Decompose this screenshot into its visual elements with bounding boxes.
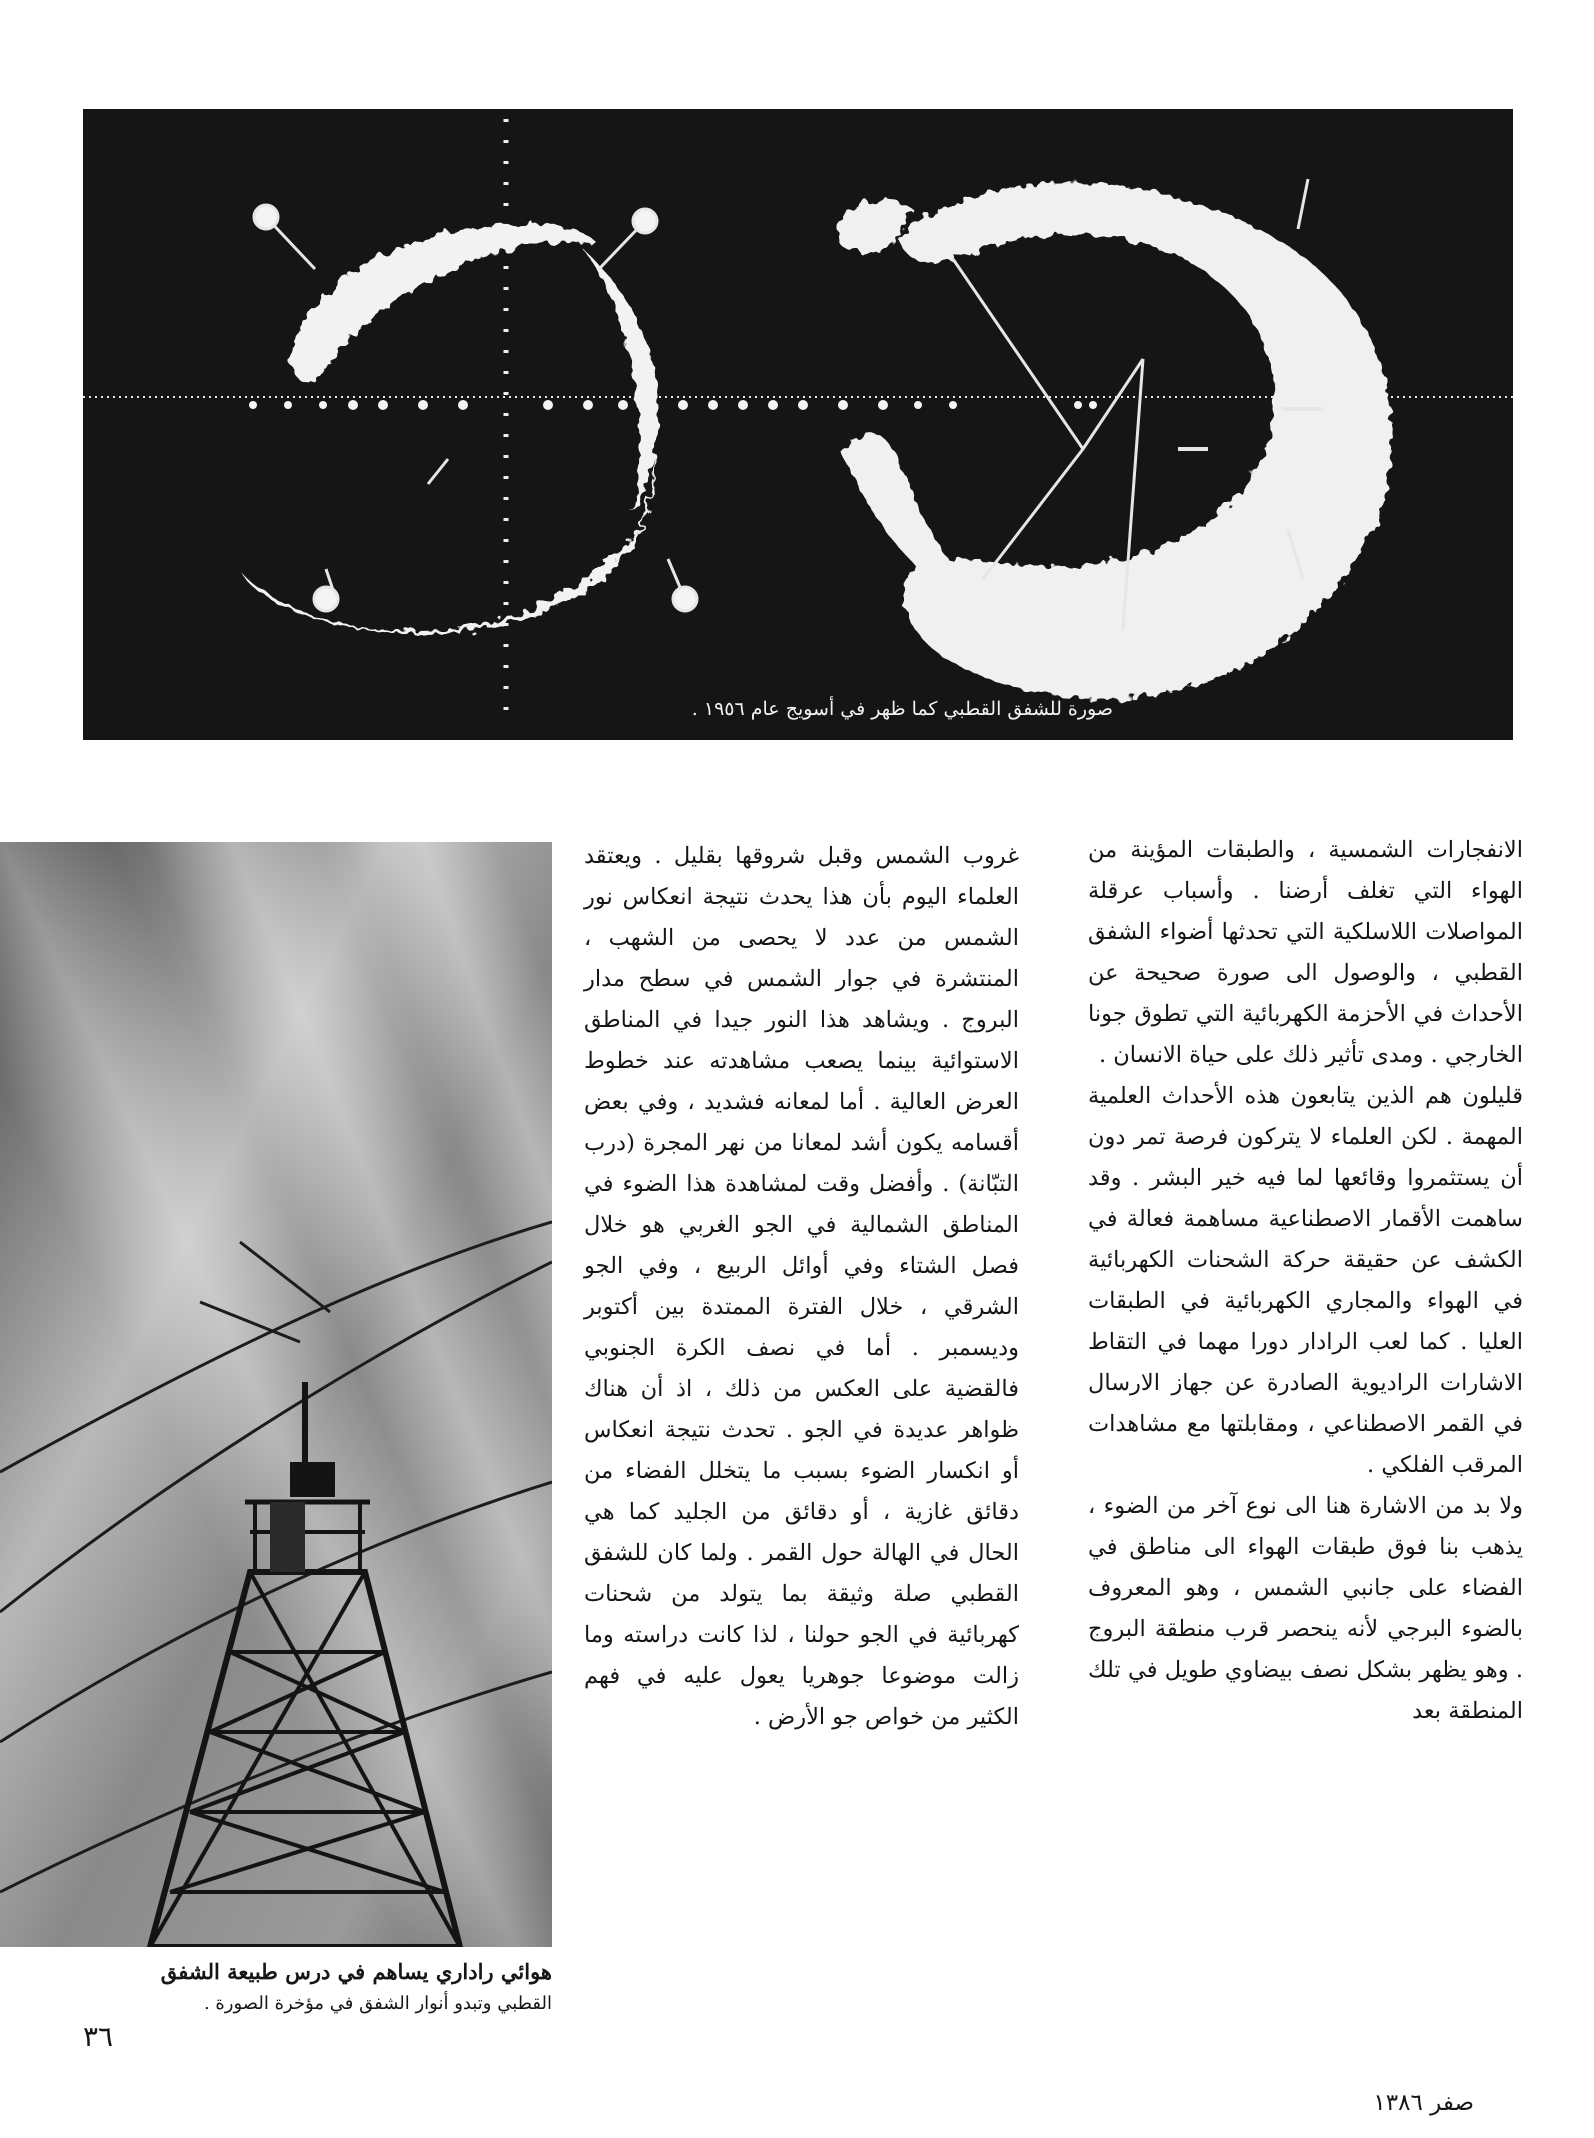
radar-caption-line2: القطبي وتبدو أنوار الشفق في مؤخرة الصورة . (203, 1993, 552, 2014)
left-column-paragraph-1: غروب الشمس وقبل شروقها بقليل . ويعتقد العلماء اليوم بأن هذا يحدث نتيجة انعكاس نور الشمس من عدد لا يحصى من الشهب ، المنتشرة في جوار الشمس في سطح مدار البروج . ويشاهد هذا النور جيدا في المناطق الاستوائية بينما يصعب مشاهدته عند خطوط العرض العالية . أما لمعانه فشديد ، وفي بعض أقسامه يكون أشد لمعانا من نهر المجرة (درب التبّانة) . وأفضل وقت لمشاهدة هذا الضوء في المناطق الشمالية في الجو الغربي هو خلال فصل الشتاء وفي أوائل الربيع ، وفي الجو الشرقي ، خلال الفترة الممتدة بين أكتوبر وديسمبر . أما في نصف الكرة الجنوبي فالقضية على العكس من ذلك ، اذ أن هناك ظواهر عديدة في الجو . تحدث نتيجة انعكاس أو انكسار الضوء بسبب ما يتخلل الفضاء من دقائق غازية ، أو دقائق من الجليد كما هي الحال في الهالة حول القمر . ولما كان للشفق القطبي صلة وثيقة بما يتولد من شحنات كهربائية في الجو حولنا ، لذا كانت دراسته وما زالت موضوعا جوهريا يعول عليه في فهم الكثير من خواص جو الأرض . (584, 843, 1019, 1730)
page-number: ٣٦ (83, 2020, 114, 2053)
radar-antenna-art (0, 842, 552, 1947)
article-left-column (584, 836, 1019, 1738)
right-column-paragraph-1: الانفجارات الشمسية ، والطبقات المؤينة من الهواء التي تغلف أرضنا . وأسباب عرقلة المواصلات اللاسلكية التي تحدثها أضواء الشفق القطبي ، والوصول الى صورة صحيحة عن الأحداث في الأحزمة الكهربائية التي تطوق جونا الخارجي . ومدى تأثير ذلك على حياة الانسان . (1088, 837, 1523, 1068)
article-right-column (1088, 830, 1523, 1732)
radar-antenna-photo (0, 842, 552, 1947)
aurora-photo-caption: صورة للشفق القطبي كما ظهر في أسويج عام ١٩٥٦ . (691, 698, 1113, 720)
aurora-photo (83, 109, 1513, 740)
right-column-paragraph-3: ولا بد من الاشارة هنا الى نوع آخر من الضوء ، يذهب بنا فوق طبقات الهواء الى مناطق في الفضاء على جانبي الشمس ، وهو المعروف بالضوء البرجي لأنه ينحصر قرب منطقة البروج . وهو يظهر بشكل نصف بيضاوي طويل في تلك المنطقة بعد (1088, 1493, 1523, 1724)
issue-date-footer: صفر ١٣٨٦ (1373, 2090, 1474, 2116)
radar-caption-line1: هوائي راداري يساهم في درس طبيعة الشفق (160, 1959, 552, 1984)
aurora-photo-art (83, 109, 1513, 740)
radar-photo-caption (0, 1955, 552, 2019)
right-column-paragraph-2: قليلون هم الذين يتابعون هذه الأحداث العلمية المهمة . لكن العلماء لا يتركون فرصة تمر دون أن يستثمروا وقائعها لما فيه خير البشر . وقد ساهمت الأقمار الاصطناعية مساهمة فعالة في الكشف عن حقيقة حركة الشحنات الكهربائية في الهواء والمجاري الكهربائية في الطبقات العليا . كما لعب الرادار دورا مهما في التقاط الاشارات الراديوية الصادرة عن جهاز الارسال في القمر الاصطناعي ، ومقابلتها مع مشاهدات المرقب الفلكي . (1088, 1083, 1523, 1478)
